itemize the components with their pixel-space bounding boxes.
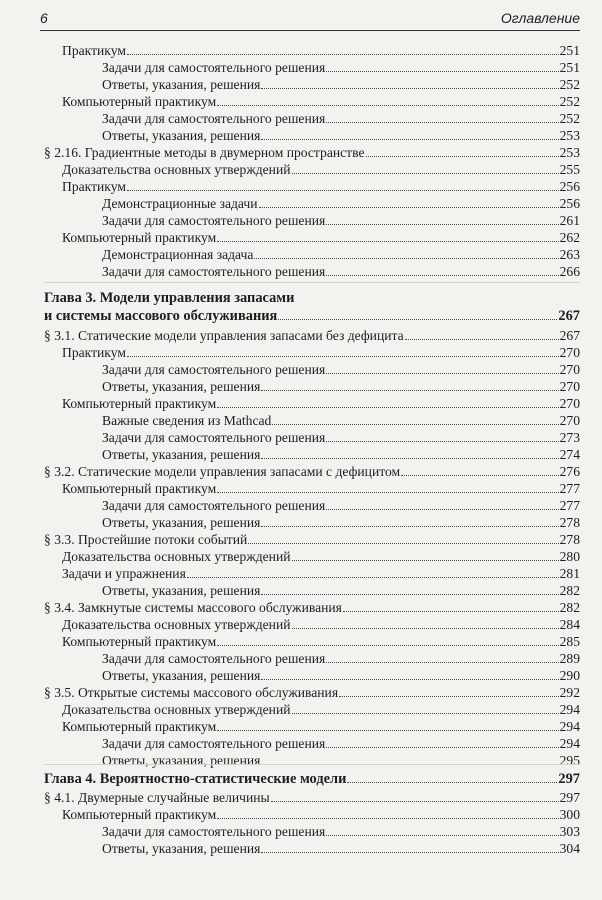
dot-leader	[217, 807, 558, 819]
dot-leader	[259, 196, 559, 208]
dot-leader	[401, 464, 558, 476]
chapter-title-line: Глава 3. Модели управления запасами	[44, 290, 295, 306]
dot-leader	[127, 345, 559, 357]
toc-section-entry	[44, 327, 580, 344]
dot-leader	[347, 771, 557, 783]
toc-entry-title: Задачи для самостоятельного решения	[102, 362, 326, 377]
toc-entry-title: Компьютерный практикум	[62, 94, 217, 109]
toc-entry-title: Ответы, указания, решения	[102, 753, 261, 768]
toc-section-entry	[44, 463, 580, 480]
toc-entry	[62, 548, 580, 565]
toc-entry-page: 300	[559, 807, 580, 822]
running-title: Оглавление	[500, 10, 580, 26]
toc-entry-page: 303	[559, 824, 580, 839]
toc-entry-page: 262	[559, 230, 580, 245]
toc-entry	[102, 650, 580, 667]
toc-entry-title: Практикум	[62, 179, 126, 194]
toc-entry-title: Ответы, указания, решения	[102, 841, 261, 856]
toc-entry	[102, 412, 580, 429]
dot-leader	[217, 719, 558, 731]
toc-entry-page: 297	[558, 771, 580, 787]
dot-leader	[326, 362, 558, 374]
toc-section-entry	[44, 531, 580, 548]
dot-leader	[187, 566, 559, 578]
toc-entry-page: 270	[559, 379, 580, 394]
toc-entry-title: Задачи для самостоятельного решения	[102, 111, 326, 126]
toc-entry-page: 267	[558, 308, 580, 324]
toc-entry	[102, 582, 580, 599]
dot-leader	[326, 60, 558, 72]
toc-entry-page: 255	[559, 162, 580, 177]
dot-leader	[292, 617, 559, 629]
toc-entry-title: Глава 4. Вероятностно-статистические модели	[44, 771, 347, 787]
toc-entry-title: Задачи для самостоятельного решения	[102, 264, 326, 279]
toc-entry	[62, 633, 580, 650]
toc-entry	[62, 344, 580, 361]
toc-entry	[102, 110, 580, 127]
dot-leader	[326, 111, 558, 123]
dot-leader	[217, 94, 558, 106]
dot-leader	[217, 481, 558, 493]
toc-entry	[102, 497, 580, 514]
toc-entry-page: 278	[559, 532, 580, 547]
page-number: 6	[40, 10, 48, 26]
toc-entry	[102, 263, 580, 280]
toc-entry	[102, 361, 580, 378]
toc-entry-title: § 3.2. Статические модели управления запасами с дефицитом	[44, 464, 401, 479]
toc-entry-page: 294	[559, 736, 580, 751]
dot-leader	[261, 379, 558, 391]
dot-leader	[326, 736, 558, 748]
dot-leader	[261, 128, 558, 140]
toc-entry	[102, 735, 580, 752]
toc-entry-page: 267	[559, 328, 580, 343]
toc-entry	[62, 229, 580, 246]
toc-entry	[102, 76, 580, 93]
toc-entry-title: § 3.3. Простейшие потоки событий	[44, 532, 248, 547]
toc-entry	[62, 161, 580, 178]
toc-entry-page: 256	[559, 179, 580, 194]
toc-entry-title: Практикум	[62, 345, 126, 360]
toc-entry	[102, 378, 580, 395]
dot-leader	[326, 213, 558, 225]
toc-entry-title: Демонстрационные задачи	[102, 196, 258, 211]
toc-entry	[62, 480, 580, 497]
toc-chapter-entry	[44, 308, 580, 325]
toc-entry-title: § 2.16. Градиентные методы в двумерном пространстве	[44, 145, 365, 160]
toc-entry-title: Ответы, указания, решения	[102, 515, 261, 530]
toc-entry-title: Ответы, указания, решения	[102, 77, 261, 92]
toc-entry	[102, 59, 580, 76]
dot-leader	[217, 396, 558, 408]
toc-entry-title: Важные сведения из Mathcad	[102, 413, 272, 428]
toc-entry-page: 253	[559, 128, 580, 143]
toc-entry	[102, 514, 580, 531]
toc-section-entry	[44, 144, 580, 161]
toc-entry-page: 292	[559, 685, 580, 700]
toc-entry	[62, 565, 580, 582]
dot-leader	[217, 634, 558, 646]
toc-entry-page: 251	[559, 43, 580, 58]
toc-entry	[62, 616, 580, 633]
toc-entry-title: Доказательства основных утверждений	[62, 162, 291, 177]
toc-entry-title: и системы массового обслуживания	[44, 308, 278, 324]
toc-entry-title: Задачи и упражнения	[62, 566, 186, 581]
toc-entry-title: § 3.4. Замкнутые системы массового обслуживания	[44, 600, 342, 615]
toc-entry-page: 282	[559, 583, 580, 598]
toc-entry-page: 276	[559, 464, 580, 479]
dot-leader	[278, 308, 557, 320]
toc-entry-title: Задачи для самостоятельного решения	[102, 213, 326, 228]
toc-entry-page: 281	[559, 566, 580, 581]
dot-leader	[254, 247, 558, 259]
toc-entry	[102, 840, 580, 857]
toc-entry-page: 263	[559, 247, 580, 262]
dot-leader	[272, 413, 558, 425]
toc-entry-page: 289	[559, 651, 580, 666]
toc-entry	[102, 212, 580, 229]
dot-leader	[292, 702, 559, 714]
toc-entry	[62, 806, 580, 823]
dot-leader	[326, 651, 558, 663]
toc-entry-title: Ответы, указания, решения	[102, 668, 261, 683]
toc-entry-title: Компьютерный практикум	[62, 807, 217, 822]
toc-entry-page: 285	[559, 634, 580, 649]
toc-entry-title: Ответы, указания, решения	[102, 379, 261, 394]
toc-entry-title: Компьютерный практикум	[62, 230, 217, 245]
toc-entry-title: Задачи для самостоятельного решения	[102, 736, 326, 751]
toc-entry-page: 277	[559, 498, 580, 513]
toc-entry-title: Доказательства основных утверждений	[62, 549, 291, 564]
toc-entry-title: Демонстрационная задача	[102, 247, 254, 262]
toc-entry-page: 253	[559, 145, 580, 160]
dot-leader	[261, 841, 558, 853]
toc-entry	[62, 395, 580, 412]
dot-leader	[405, 328, 559, 340]
dot-leader	[326, 430, 558, 442]
dot-leader	[261, 668, 558, 680]
toc-entry-page: 277	[559, 481, 580, 496]
toc-entry-page: 270	[559, 396, 580, 411]
toc-entry-title: Задачи для самостоятельного решения	[102, 824, 326, 839]
toc-entry	[102, 195, 580, 212]
toc-entry	[62, 93, 580, 110]
toc-entry-title: Задачи для самостоятельного решения	[102, 498, 326, 513]
toc-section-entry	[44, 599, 580, 616]
divider	[44, 764, 580, 765]
toc-entry-page: 261	[559, 213, 580, 228]
toc-entry-page: 256	[559, 196, 580, 211]
toc-entry-title: Компьютерный практикум	[62, 719, 217, 734]
toc-entry-title: Задачи для самостоятельного решения	[102, 651, 326, 666]
toc-entry-title: Компьютерный практикум	[62, 481, 217, 496]
toc-entry-page: 274	[559, 447, 580, 462]
dot-leader	[326, 264, 558, 276]
toc-entry-title: § 4.1. Двумерные случайные величины	[44, 790, 270, 805]
toc-entry-page: 270	[559, 362, 580, 377]
toc-entry	[102, 823, 580, 840]
toc-entry-page: 284	[559, 617, 580, 632]
toc-entry-title: § 3.1. Статические модели управления запасами без дефицита	[44, 328, 404, 343]
toc-chapter-entry	[44, 771, 580, 788]
toc-section-entry	[44, 789, 580, 806]
toc-entry	[102, 429, 580, 446]
running-header	[40, 10, 580, 31]
toc-entry-title: Компьютерный практикум	[62, 396, 217, 411]
toc-entry-page: 252	[559, 77, 580, 92]
dot-leader	[326, 498, 558, 510]
toc-entry-page: 297	[559, 790, 580, 805]
toc-entry-title: Ответы, указания, решения	[102, 583, 261, 598]
toc-entry-page: 280	[559, 549, 580, 564]
dot-leader	[261, 583, 558, 595]
dot-leader	[217, 230, 558, 242]
toc-entry-page: 282	[559, 600, 580, 615]
toc-entry	[62, 178, 580, 195]
dot-leader	[261, 515, 558, 527]
toc-entry-title: Задачи для самостоятельного решения	[102, 60, 326, 75]
toc-entry-page: 270	[559, 345, 580, 360]
toc-entry-title: Компьютерный практикум	[62, 634, 217, 649]
dot-leader	[271, 790, 559, 802]
toc-entry-page: 266	[559, 264, 580, 279]
toc-entry	[62, 42, 580, 59]
dot-leader	[292, 549, 559, 561]
toc-entry-title: Практикум	[62, 43, 126, 58]
divider	[44, 282, 580, 283]
toc-entry-page: 251	[559, 60, 580, 75]
toc-entry	[102, 246, 580, 263]
toc-entry	[62, 718, 580, 735]
toc-entry	[102, 667, 580, 684]
dot-leader	[127, 179, 559, 191]
toc-entry-page: 252	[559, 94, 580, 109]
toc-entry	[102, 446, 580, 463]
toc-entry-title: Ответы, указания, решения	[102, 447, 261, 462]
dot-leader	[366, 145, 559, 157]
toc-section-entry	[44, 684, 580, 701]
toc-entry-title: Ответы, указания, решения	[102, 128, 261, 143]
toc-entry-page: 304	[559, 841, 580, 856]
toc-entry-page: 270	[559, 413, 580, 428]
dot-leader	[261, 447, 558, 459]
toc-entry-page: 294	[559, 719, 580, 734]
dot-leader	[326, 824, 558, 836]
toc-entry-page: 273	[559, 430, 580, 445]
toc-entry-title: Доказательства основных утверждений	[62, 702, 291, 717]
toc-entry-title: Задачи для самостоятельного решения	[102, 430, 326, 445]
dot-leader	[339, 685, 559, 697]
dot-leader	[127, 43, 559, 55]
toc-entry	[102, 752, 580, 769]
toc-entry-page: 294	[559, 702, 580, 717]
toc-entry-page: 252	[559, 111, 580, 126]
dot-leader	[248, 532, 558, 544]
dot-leader	[261, 77, 558, 89]
toc-entry	[62, 701, 580, 718]
toc-entry-title: Доказательства основных утверждений	[62, 617, 291, 632]
dot-leader	[343, 600, 559, 612]
toc-entry-title: § 3.5. Открытые системы массового обслуживания	[44, 685, 339, 700]
dot-leader	[292, 162, 559, 174]
toc-entry	[102, 127, 580, 144]
toc-entry-page: 290	[559, 668, 580, 683]
toc-entry-page: 295	[559, 753, 580, 768]
toc-entry-page: 278	[559, 515, 580, 530]
